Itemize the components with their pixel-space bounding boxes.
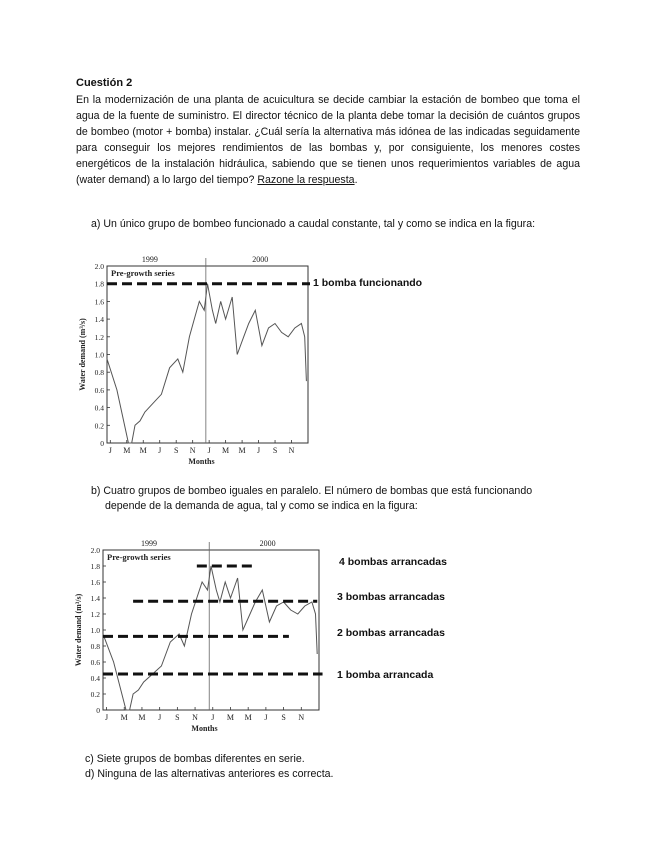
option-b-line1: b) Cuatro grupos de bombeo iguales en paralelo. El número de bombas que está funcionando: [91, 485, 533, 497]
option-d: d) Ninguna de las alternativas anteriores es correcta.: [85, 768, 334, 780]
y-axis-label: Water demand (m³/s): [74, 593, 83, 667]
x-axis-label: Months: [191, 724, 218, 733]
x-tick-label: N: [189, 446, 196, 455]
chart2-ref-label-1: 1 bomba arrancada: [337, 669, 434, 681]
reason-instruction: Razone la respuesta: [257, 173, 355, 186]
year-label: 1999: [141, 255, 158, 264]
y-tick-label: 1.4: [94, 315, 104, 325]
x-tick-label: J: [207, 446, 211, 455]
chart2-ref-label-3: 3 bombas arrancadas: [337, 591, 445, 603]
y-tick-label: 0.8: [90, 642, 100, 651]
y-tick-label: 2.0: [90, 546, 100, 555]
y-tick-label: 1.2: [90, 610, 100, 619]
x-tick-label: J: [257, 446, 261, 455]
plot-frame: [107, 266, 308, 443]
y-tick-label: 0.6: [94, 385, 104, 395]
y-tick-label: 0: [100, 439, 104, 448]
x-tick-label: N: [288, 446, 295, 455]
y-tick-label: 0.2: [94, 421, 104, 431]
year-label: 1999: [141, 539, 158, 548]
y-tick-label: 0.2: [90, 690, 100, 699]
chart-parallel-pumps: [62, 530, 352, 738]
y-tick-label: 1.8: [90, 562, 100, 571]
x-tick-label: J: [104, 713, 109, 722]
x-tick-label: S: [272, 446, 278, 455]
y-tick-label: 0.8: [94, 368, 104, 378]
x-tick-label: N: [192, 713, 198, 722]
option-c: c) Siete grupos de bombas diferentes en serie.: [85, 753, 305, 765]
x-tick-label: M: [238, 446, 246, 455]
demand-series-line: [103, 566, 317, 710]
x-tick-label: M: [226, 713, 235, 722]
x-tick-label: M: [120, 713, 128, 722]
x-tick-label: S: [175, 713, 180, 722]
x-tick-label: J: [264, 713, 268, 722]
y-tick-label: 1.0: [90, 626, 100, 635]
y-tick-label: 1.6: [94, 297, 104, 307]
x-tick-label: S: [281, 713, 286, 722]
plot-frame: [103, 550, 319, 710]
question-intro: En la modernización de una planta de acuicultura se decide cambiar la estación de bombeo que toma el agua de la fuente de suministro. El director técnico de la planta debe tomar la decisión de cuántos grupos de bombeo (motor + bomba) instalar. ¿Cuál sería la alternativa más idónea de las indicadas seguidamente para conseguir los mejores rendimientos de las bombas y, por consiguiente, los menores costes energéticos de la instalación hidráulica, sabiendo que se tienen unos requerimientos variables de agua (water demand) a lo largo del tiempo?: [76, 94, 580, 186]
question-text: [76, 93, 580, 188]
intro-period: .: [354, 173, 358, 186]
x-tick-label: M: [123, 446, 131, 455]
year-label: 2000: [252, 255, 269, 264]
year-label: 2000: [259, 539, 276, 548]
x-tick-label: S: [173, 446, 179, 455]
x-tick-label: M: [222, 446, 230, 455]
option-a: a) Un único grupo de bombeo funcionado a caudal constante, tal y como se indica en la figura:: [91, 218, 536, 230]
x-tick-label: M: [138, 713, 146, 722]
y-tick-label: 0.4: [90, 674, 100, 683]
x-axis-label: Months: [188, 457, 215, 466]
question-title: Cuestión 2: [76, 77, 133, 89]
y-tick-label: 1.8: [94, 279, 104, 289]
x-tick-label: M: [244, 713, 252, 722]
y-tick-label: 0.6: [90, 658, 100, 667]
option-b-line2: depende de la demanda de agua, tal y como se indica en la figura:: [105, 500, 418, 512]
y-tick-label: 0.4: [94, 403, 104, 413]
y-axis-label: Water demand (m³/s): [78, 318, 87, 391]
x-tick-label: J: [158, 446, 162, 455]
chart2-ref-label-4: 4 bombas arrancadas: [339, 556, 447, 568]
y-tick-label: 2.0: [94, 262, 104, 271]
y-tick-label: 1.2: [94, 332, 104, 342]
series-title: Pre-growth series: [111, 268, 175, 278]
chart-single-pump: [70, 245, 320, 475]
chart2-ref-label-2: 2 bombas arrancadas: [337, 627, 445, 639]
y-tick-label: 1.6: [90, 578, 100, 587]
x-tick-label: J: [158, 713, 162, 722]
y-tick-label: 0: [96, 706, 100, 715]
series-title: Pre-growth series: [107, 552, 171, 562]
x-tick-label: J: [108, 446, 112, 455]
y-tick-label: 1.0: [94, 350, 104, 360]
x-tick-label: N: [298, 713, 305, 722]
chart1-ref-label: 1 bomba funcionando: [313, 277, 423, 289]
demand-series-line: [107, 284, 306, 443]
y-tick-label: 1.4: [90, 594, 100, 603]
x-tick-label: J: [211, 713, 215, 722]
x-tick-label: M: [139, 446, 147, 455]
